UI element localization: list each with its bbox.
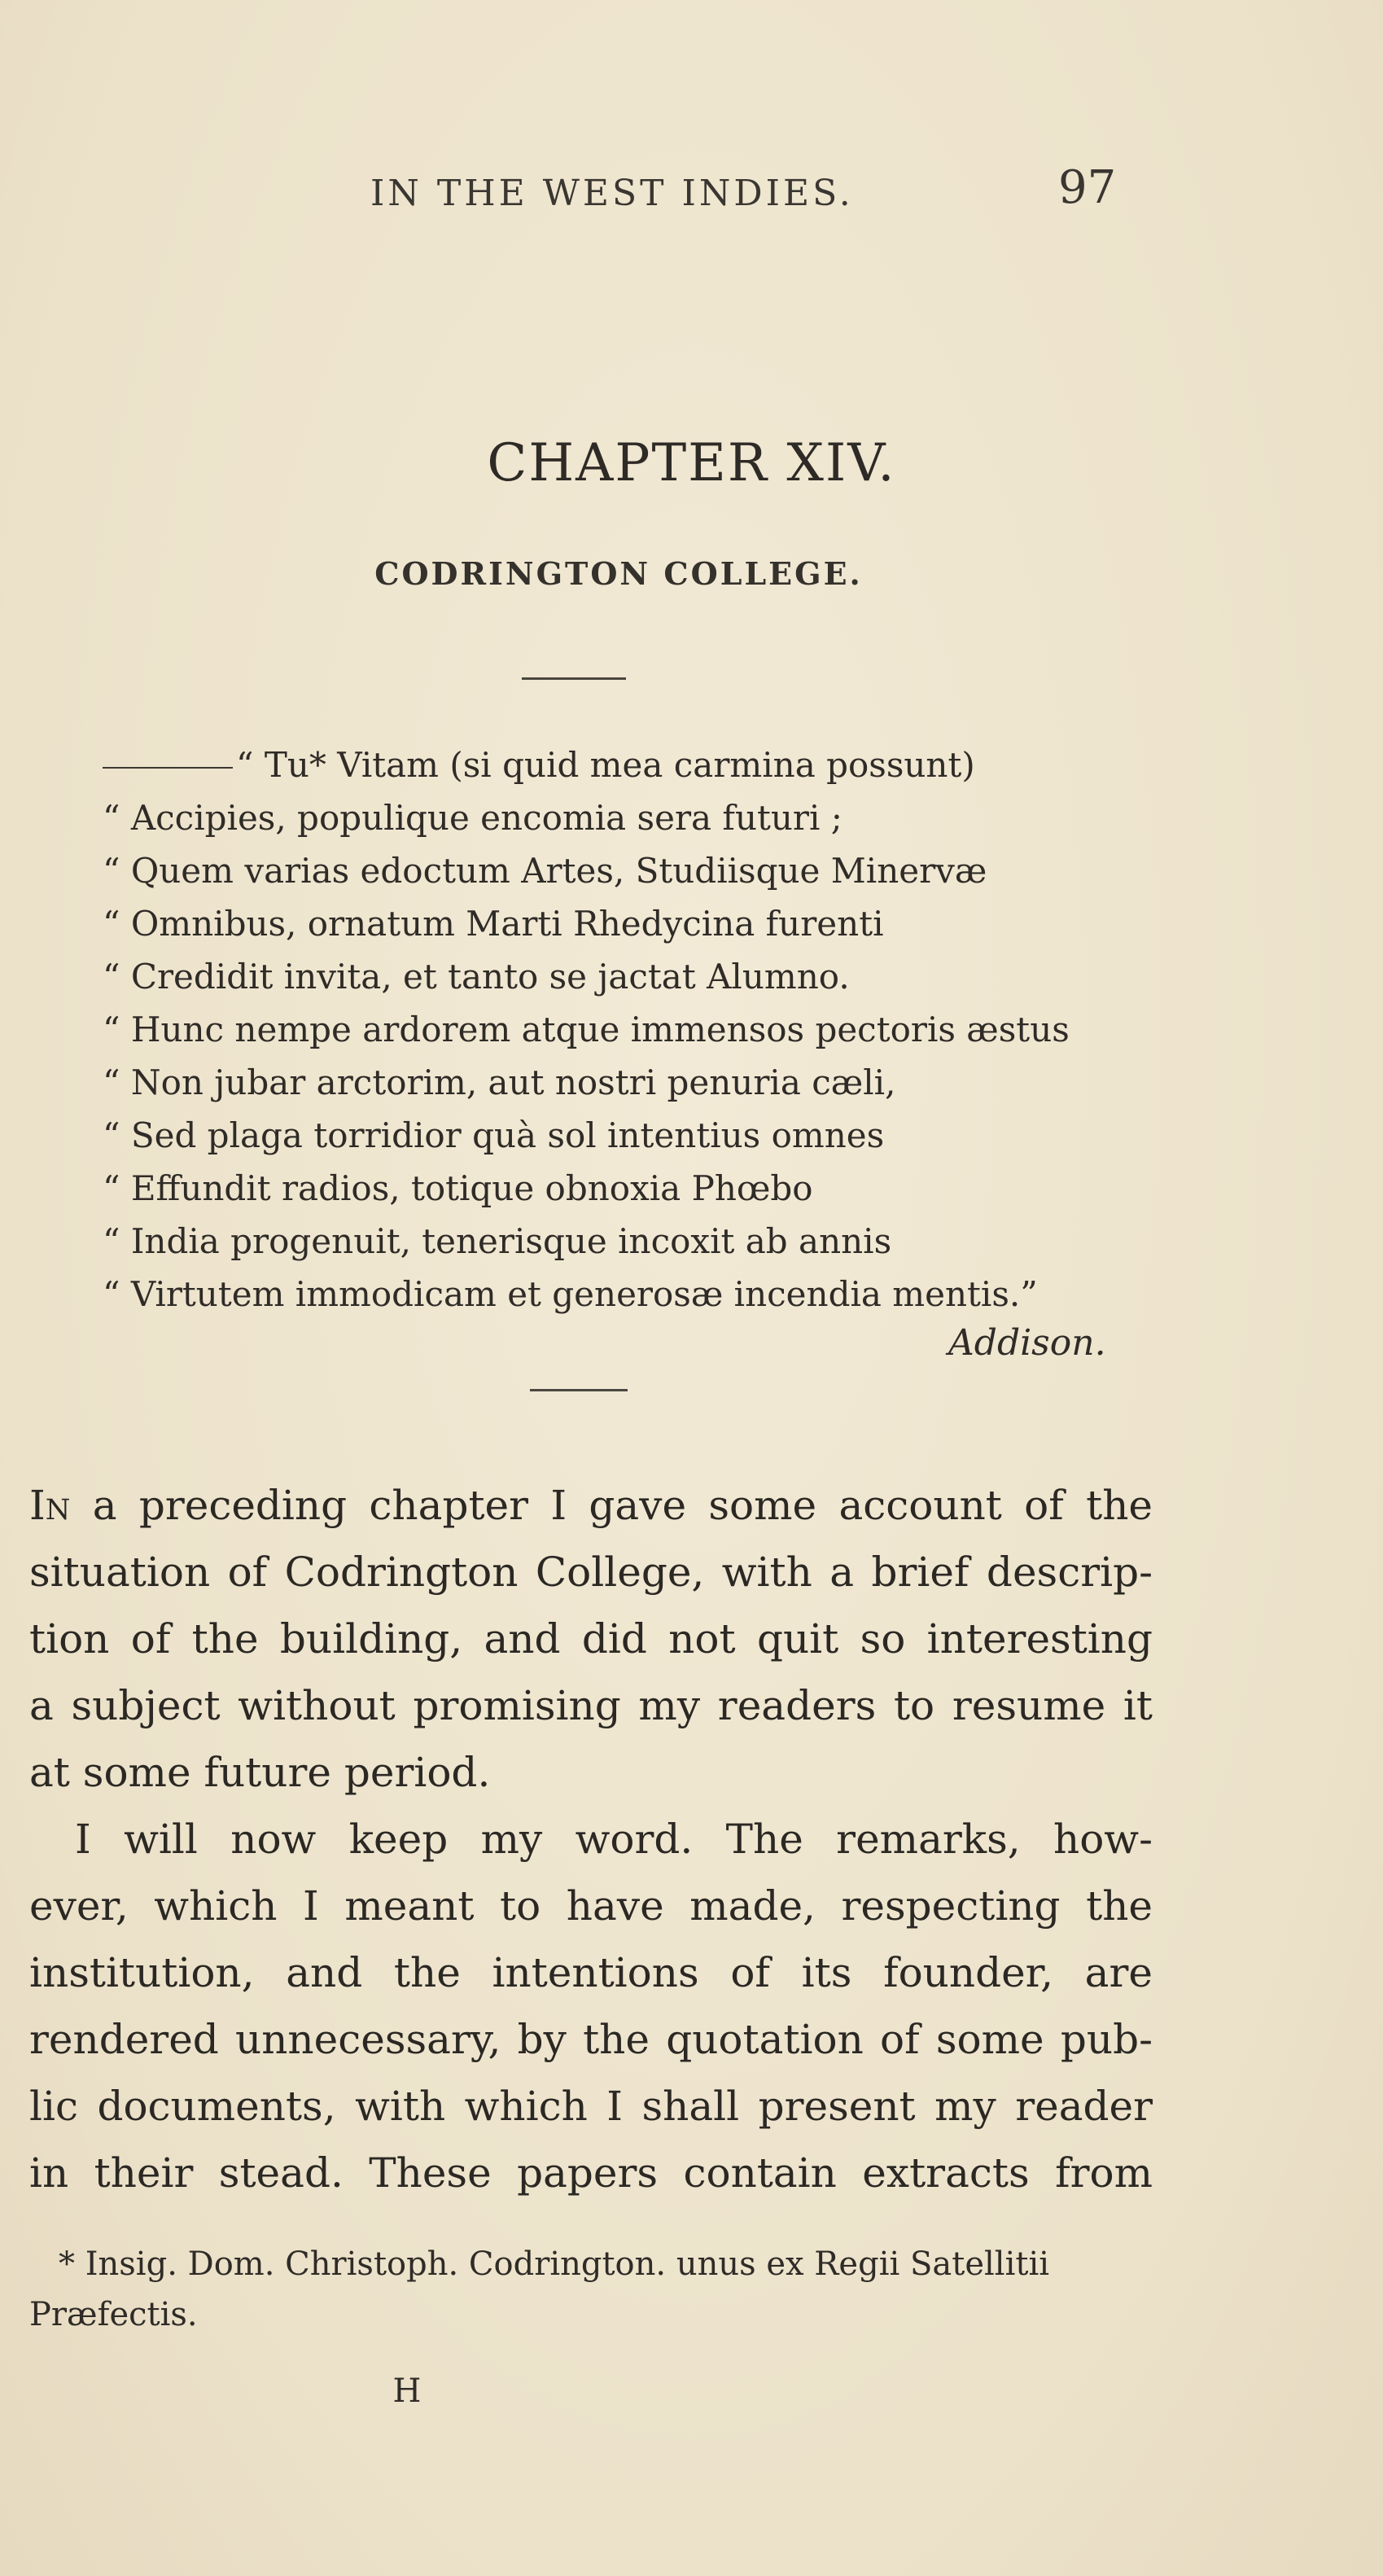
epigraph-line: “ Non jubar arctorim, aut nostri penuria cæli, <box>103 1062 896 1102</box>
epigraph-attribution: Addison. <box>948 1322 1106 1364</box>
body-line: I will now keep my word. The remarks, how- <box>75 1816 1153 1863</box>
epigraph-line: “ Accipies, populique encomia sera futuri ; <box>103 798 842 838</box>
running-header-title: IN THE WEST INDIES. <box>370 173 854 214</box>
body-line: lic documents, with which I shall present my reader <box>29 2083 1153 2130</box>
footnote-line: * Insig. Dom. Christoph. Codrington. unus ex Regii Satellitii <box>59 2245 1050 2283</box>
body-line: situation of Codrington College, with a brief descrip- <box>29 1549 1153 1596</box>
epigraph-line: “ Effundit radios, totique obnoxia Phœbo <box>103 1168 813 1208</box>
body-line: tion of the building, and did not quit so interesting <box>29 1615 1153 1663</box>
body-line: In a preceding chapter I gave some account of the <box>29 1482 1153 1529</box>
body-line: rendered unnecessary, by the quotation of some pub- <box>29 2016 1153 2063</box>
body-line: a subject without promising my readers to resume it <box>29 1682 1153 1729</box>
signature-mark: H <box>392 2372 422 2410</box>
epigraph-line: “ Omnibus, ornatum Marti Rhedycina furenti <box>103 904 884 944</box>
epigraph-line: “ Tu* Vitam (si quid mea carmina possunt) <box>103 745 975 785</box>
paragraph-opening-word: In <box>29 1482 71 1529</box>
epigraph-line: “ India progenuit, tenerisque incoxit ab annis <box>103 1221 892 1261</box>
chapter-title: CHAPTER XIV. <box>487 433 896 493</box>
body-line: in their stead. These papers contain extracts from <box>29 2149 1153 2197</box>
divider-rule-top <box>522 677 626 680</box>
page-number: 97 <box>1058 161 1117 214</box>
chapter-subtitle: CODRINGTON COLLEGE. <box>374 555 863 592</box>
epigraph-dash <box>103 767 233 769</box>
epigraph-line: “ Quem varias edoctum Artes, Studiisque Minervæ <box>103 851 987 891</box>
body-line: institution, and the intentions of its founder, are <box>29 1949 1153 1996</box>
epigraph-line: “ Hunc nempe ardorem atque immensos pectoris æstus <box>103 1010 1070 1049</box>
epigraph-line: “ Credidit invita, et tanto se jactat Alumno. <box>103 957 850 997</box>
epigraph-line: “ Virtutem immodicam et generosæ incendia mentis.” <box>103 1274 1038 1314</box>
footnote-line: Præfectis. <box>29 2296 198 2333</box>
epigraph-line: “ Sed plaga torridior quà sol intentius omnes <box>103 1115 885 1155</box>
body-line: at some future period. <box>29 1749 491 1796</box>
divider-rule-bottom <box>530 1389 628 1391</box>
body-line: ever, which I meant to have made, respecting the <box>29 1882 1153 1930</box>
